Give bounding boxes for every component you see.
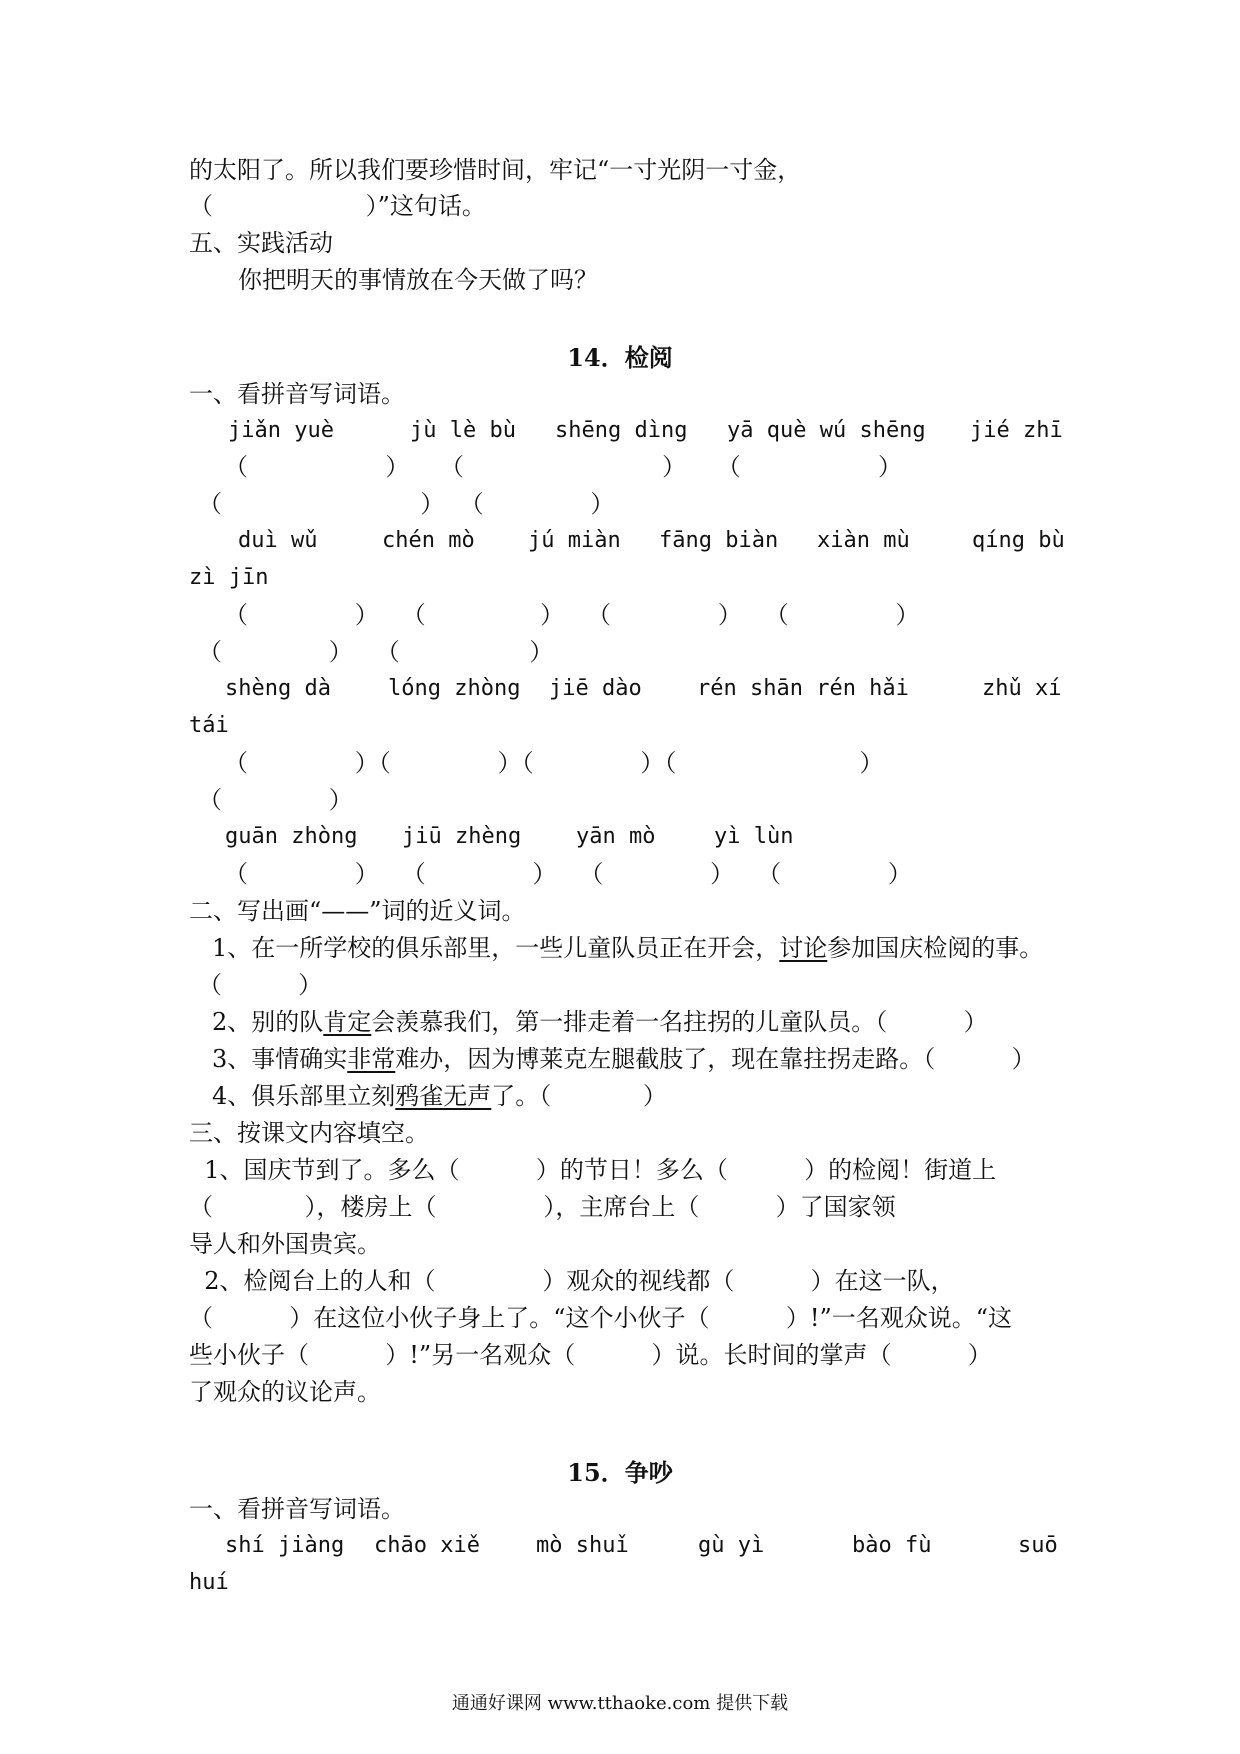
pinyin: bào fù [852,1533,932,1558]
pinyin: duì wǔ [238,528,318,553]
pinyin: mò shuǐ [536,1533,629,1558]
pinyin-wrap: tái [189,713,229,738]
pinyin: lóng zhòng [388,676,521,701]
pinyin: yān mò [576,824,656,849]
part3-line: （ ）在这位小伙子身上了。“这个小伙子（ ）!”一名观众说。“这 [189,1304,1013,1332]
pinyin: rén shān rén hǎi [697,676,909,701]
part3-line: 1、国庆节到了。多么（ ）的节日！多么（ ）的检阅！街道上 [189,1156,997,1184]
answer-blanks[interactable]: （ ） （ ） （ ） [224,453,903,481]
lesson-14-title: 14．检阅 [567,343,673,372]
l14-part1-heading: 一、看拼音写词语。 [189,380,405,408]
l15-part1-heading: 一、看拼音写词语。 [189,1495,405,1523]
pinyin: gù yì [698,1533,765,1558]
underlined-word: 肯定 [323,1008,372,1036]
pinyin: jiē dào [549,676,642,701]
part2-item-1: 1、在一所学校的俱乐部里，一些儿童队员正在开会，讨论参加国庆检阅的事。 [212,934,1044,962]
answer-blanks[interactable]: （ ） （ ） [198,638,554,666]
part3-line: 2、检阅台上的人和（ ）观众的视线都（ ）在这一队， [189,1267,955,1295]
answer-blank[interactable]: （ ） [198,971,323,999]
answer-blanks[interactable]: （ ） [198,786,353,814]
pinyin: chén mò [382,528,475,553]
pinyin: qíng bù [972,528,1065,553]
page-footer: 通通好课网 www.tthaoke.com 提供下载 [451,1693,789,1714]
pinyin: xiàn mù [817,528,910,553]
pinyin: suō [1018,1533,1058,1558]
section-5-heading: 五、实践活动 [189,229,333,257]
part2-item-2: 2、别的队肯定会羡慕我们，第一排走着一名拄拐的儿童队员。（ ） [212,1008,988,1036]
part3-line: 些小伙子（ ）!”另一名观众（ ）说。长时间的掌声（ ） [189,1341,992,1369]
part2-item-3: 3、事情确实非常难办，因为博莱克左腿截肢了，现在靠拄拐走路。（ ） [212,1045,1036,1073]
pinyin: shí jiàng [225,1533,345,1558]
pinyin: yā què wú shēng [727,418,926,443]
underlined-word: 非常 [347,1045,396,1073]
pinyin: yì lùn [714,824,794,849]
pinyin: zhǔ xí [982,676,1062,701]
answer-blanks[interactable]: （ ） （ ） （ ） （ ） [224,860,912,888]
part2-item-4: 4、俱乐部里立刻鸦雀无声了。（ ） [212,1082,667,1110]
pinyin: jiū zhèng [402,824,522,849]
answer-blanks[interactable]: （ ） （ ） [198,490,615,518]
underlined-word: 讨论 [779,934,828,962]
lesson-15-title: 15．争吵 [567,1458,673,1487]
part3-line: 导人和外国贵宾。 [189,1230,381,1258]
part3-line: 了观众的议论声。 [189,1378,381,1406]
pinyin: shēng dìng [555,418,688,443]
pinyin: guān zhòng [225,824,358,849]
pinyin: shèng dà [225,676,331,701]
underlined-word: 鸦雀无声 [395,1082,492,1110]
l14-part2-heading: 二、写出画“——”词的近义词。 [189,897,526,925]
pinyin: jié zhī [970,418,1063,443]
intro-line-1: 的太阳了。所以我们要珍惜时间，牢记“一寸光阴一寸金， [189,156,802,184]
answer-blanks[interactable]: （ ） （ ） （ ） （ ） [224,601,920,629]
section-5-question: 你把明天的事情放在今天做了吗？ [238,266,598,294]
l14-part3-heading: 三、按课文内容填空。 [189,1119,429,1147]
pinyin-wrap: zì jīn [189,565,269,590]
pinyin: jiǎn yuè [228,418,334,443]
pinyin: fāng biàn [659,528,779,553]
pinyin: chāo xiě [374,1533,480,1558]
answer-blanks[interactable]: （ ）（ ）（ ）（ ） [224,749,884,777]
pinyin: jú miàn [528,528,621,553]
pinyin-wrap: huí [189,1570,229,1595]
part3-line: （ ），楼房上（ ），主席台上（ ）了国家领 [189,1193,896,1221]
pinyin: jù lè bù [410,418,516,443]
intro-line-2: （ ）”这句话。 [189,192,486,220]
